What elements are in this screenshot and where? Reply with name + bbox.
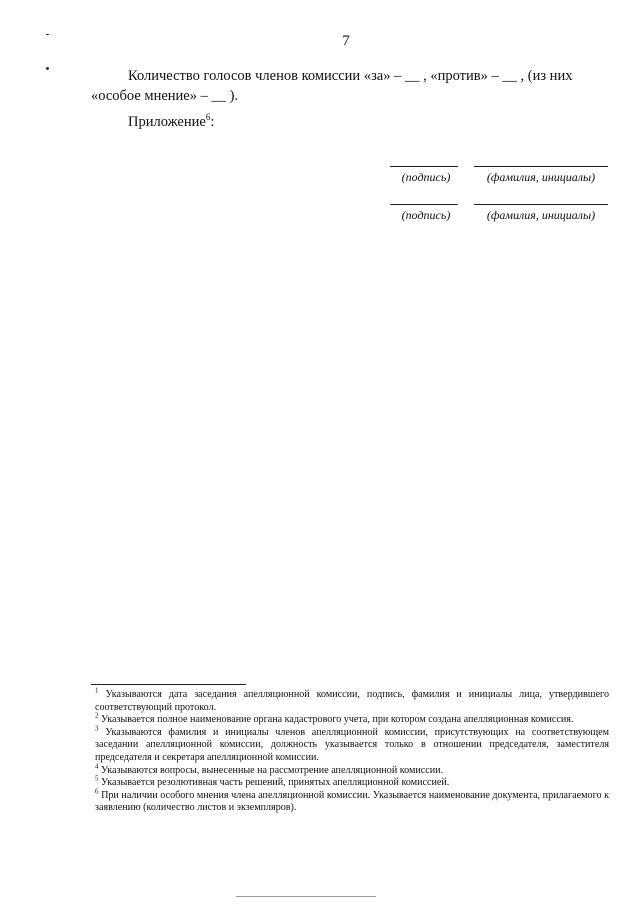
footnote-separator	[91, 684, 246, 685]
footnote-4	[95, 762, 609, 778]
appendix-footnote-ref: 6	[205, 112, 211, 123]
name-label-2: (фамилия, инициалы)	[486, 208, 596, 222]
page-number: 7	[342, 33, 350, 49]
signature-line-1	[390, 166, 458, 167]
footnote-number: 6	[95, 787, 99, 796]
footnote-text: Указывается резолютивная часть решений, принятых апелляционной комиссией.	[101, 777, 450, 789]
footnote-text: Указываются вопросы, вынесенные на рассмотрение апелляционной комиссии.	[101, 764, 444, 776]
footnote-text: Указывается полное наименование органа кадастрового учета, при котором создана апелляционная комиссия.	[101, 714, 574, 726]
footnote-number: 3	[95, 724, 99, 733]
footnote-number: 1	[95, 686, 99, 695]
votes-count-line: Количество голосов членов комиссии «за» – __ , «против» – __ , (из них	[128, 68, 573, 84]
name-label-1: (фамилия, инициалы)	[486, 170, 596, 184]
name-line-2	[474, 204, 608, 205]
footnote-number: 5	[95, 774, 99, 783]
scan-speck	[236, 896, 376, 897]
footnote-6	[95, 787, 609, 815]
appendix-colon: :	[210, 114, 215, 130]
appendix-line	[128, 113, 214, 132]
footnote-text: Указываются фамилия и инициалы членов апелляционной комиссии, присутствующих на соответствующем заседании апелляционной комиссии, должность указывается только в отношении председателя, заместителя председателя и секретаря апелляционной комиссии.	[95, 726, 609, 763]
footnote-text: Указываются дата заседания апелляционной комиссии, подпись, фамилия и инициалы лица, утвердившего соответствующий протокол.	[95, 689, 609, 713]
scan-speck	[46, 67, 49, 70]
scan-speck	[46, 34, 49, 35]
footnote-3	[95, 724, 609, 765]
footnote-1	[95, 686, 609, 714]
votes-dissent-line: «особое мнение» – __ ).	[91, 88, 239, 104]
footnotes	[95, 686, 609, 815]
signature-label-2: (подпись)	[401, 208, 451, 222]
footnote-number: 4	[95, 762, 99, 771]
footnote-number: 2	[95, 711, 99, 720]
footnote-5	[95, 774, 609, 790]
name-line-1	[474, 166, 608, 167]
footnote-2	[95, 711, 609, 727]
appendix-label: Приложение	[128, 114, 206, 130]
footnote-text: При наличии особого мнения члена апелляционной комиссии. Указывается наименование документа, прилагаемого к заявлению (количество листов и экземпляров).	[95, 789, 609, 814]
signature-label-1: (подпись)	[401, 170, 451, 184]
signature-line-2	[390, 204, 458, 205]
